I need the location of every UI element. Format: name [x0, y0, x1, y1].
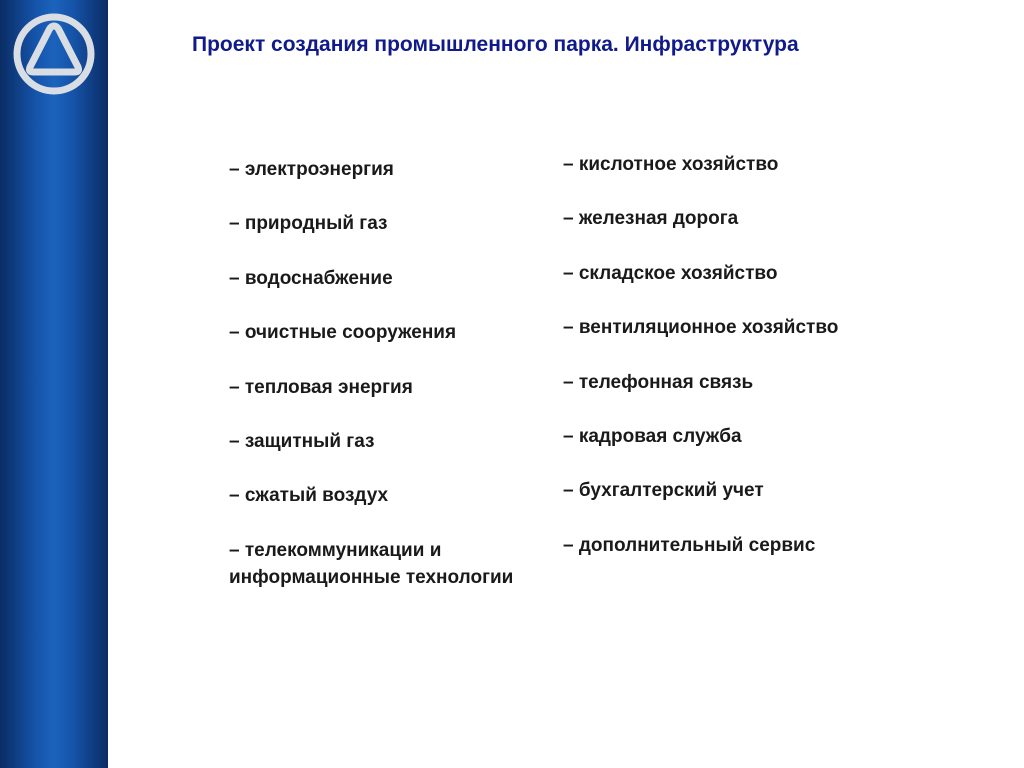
list-item: – кислотное хозяйство — [563, 154, 779, 175]
list-item: – сжатый воздух — [229, 485, 389, 507]
list-item: – телефонная связь — [563, 371, 754, 393]
list-item: – водоснабжение — [229, 267, 393, 289]
sidebar-band — [0, 0, 108, 768]
list-item: – дополнительный сервис — [563, 534, 816, 556]
list-item: – телекоммуникации и информационные технологии — [229, 539, 514, 588]
page-title: Проект создания промышленного парка. Инфраструктура — [192, 33, 799, 56]
list-item: – железная дорога — [563, 208, 739, 230]
list-item: – складское хозяйство — [563, 262, 778, 284]
list-item: – кадровая служба — [563, 425, 742, 447]
infrastructure-list-right — [563, 151, 893, 586]
list-item: – природный газ — [229, 213, 388, 235]
list-item: – очистные сооружения — [229, 322, 457, 344]
infrastructure-list-left — [229, 156, 529, 618]
list-item: – тепловая энергия — [229, 376, 413, 398]
list-item: – вентиляционное хозяйство — [563, 317, 839, 339]
triangle-circle-logo-icon — [12, 12, 96, 96]
list-item: – бухгалтерский учет — [563, 480, 764, 502]
list-item: – защитный газ — [229, 430, 375, 452]
list-item: – электроэнергия — [229, 159, 394, 180]
